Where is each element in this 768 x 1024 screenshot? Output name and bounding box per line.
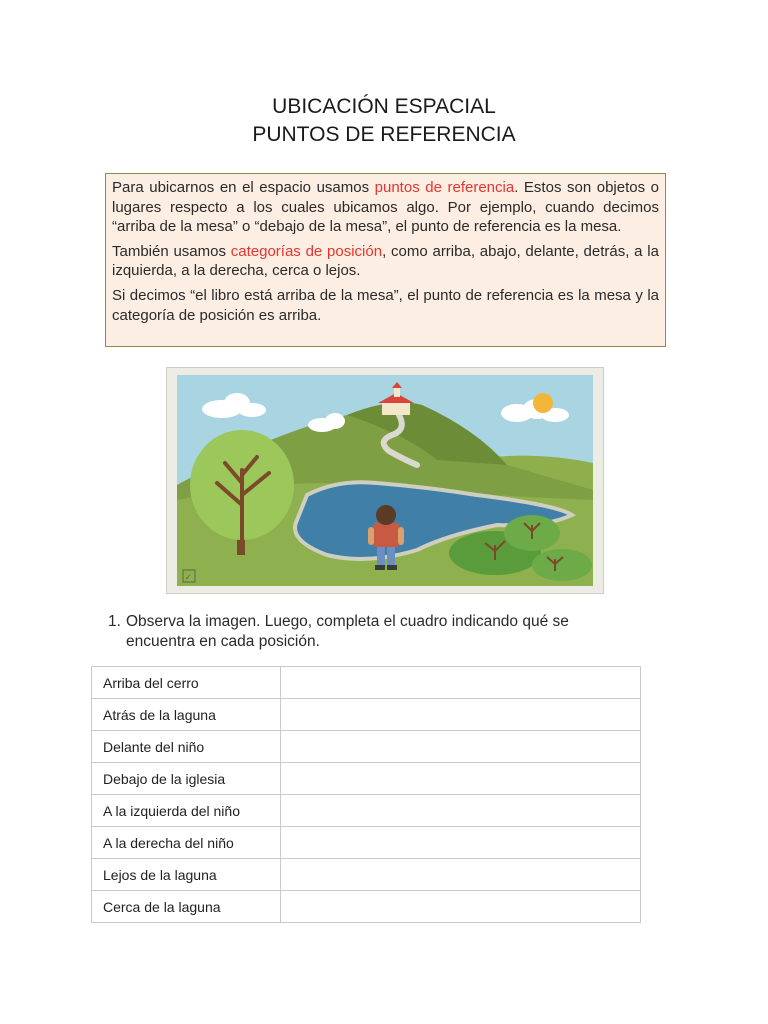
row-label: Lejos de la laguna [92,859,281,891]
table-row [92,699,641,731]
info-paragraph-3: Si decimos “el libro está arriba de la mesa”, el punto de referencia es la mesa y la categoría de posición es arriba. [112,286,659,324]
row-label: A la izquierda del niño [92,795,281,827]
info-p1-after: . Estos son objetos o lugares respecto a los cuales ubicamos algo. Por ejemplo, cuando decimos “arriba de la mesa” o “debajo de la mesa”, el punto de referencia es la mesa. [112,179,660,236]
answer-cell[interactable] [280,763,641,795]
row-label: Atrás de la laguna [92,699,281,731]
title-line-2: PUNTOS DE REFERENCIA [252,123,516,146]
table-row [92,891,641,923]
info-box [105,173,666,347]
row-label: A la derecha del niño [92,827,281,859]
table-row [92,827,641,859]
question-text: Observa la imagen. Luego, completa el cuadro indicando qué se encuentra en cada posición. [126,613,569,650]
landscape-illustration [166,367,604,594]
row-label: Cerca de la laguna [92,891,281,923]
table-row [92,859,641,891]
answer-cell[interactable] [280,731,641,763]
answer-cell[interactable] [280,667,641,699]
info-paragraph-1 [112,178,659,237]
answer-cell[interactable] [280,795,641,827]
landscape-illustration-icon [177,375,593,586]
corner-mark: ✓ [184,573,193,583]
table-row [92,667,641,699]
info-p1-highlight: puntos de referencia [374,179,515,196]
question-number: 1. [108,613,121,630]
answer-cell[interactable] [280,827,641,859]
table-row [92,795,641,827]
info-p1-before: Para ubicarnos en el espacio usamos [112,179,375,196]
answer-cell[interactable] [280,859,641,891]
answer-cell[interactable] [280,699,641,731]
table-row [92,731,641,763]
table-row [92,763,641,795]
answer-table [91,666,641,923]
answer-cell[interactable] [280,891,641,923]
row-label: Delante del niño [92,731,281,763]
row-label: Arriba del cerro [92,667,281,699]
info-p2-before: También usamos [112,242,231,260]
page-title [0,93,768,149]
info-p2-after: , como arriba, abajo, delante, detrás, a la izquierda, a la derecha, cerca o lejos. [112,242,659,280]
info-p2-highlight: categorías de posición [230,242,383,260]
row-label: Debajo de la iglesia [92,763,281,795]
title-line-1: UBICACIÓN ESPACIAL [272,95,496,118]
info-paragraph-2 [112,242,659,281]
question-1 [108,612,628,652]
